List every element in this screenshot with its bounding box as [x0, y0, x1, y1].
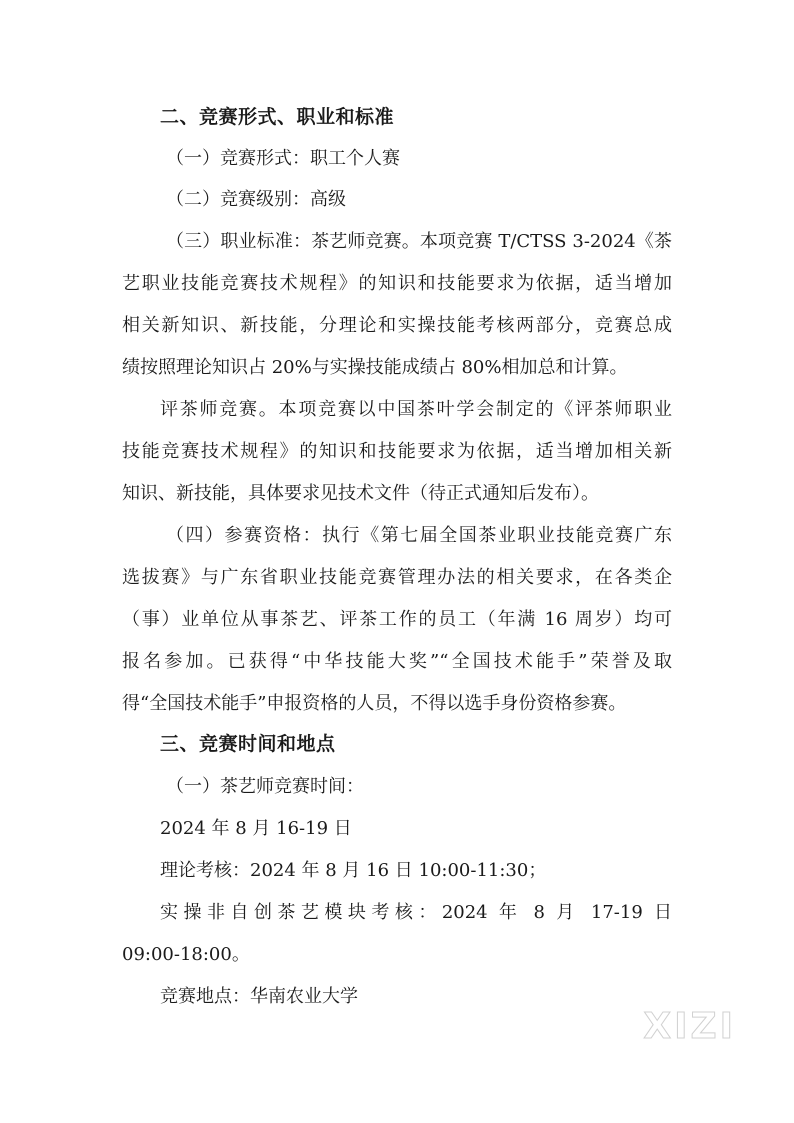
- tea-taster-line-1: 评茶师竞赛。本项竞赛以中国茶叶学会制定的《评茶师职业: [160, 399, 672, 420]
- eligibility-line-3: （事）业单位从事茶艺、评茶工作的员工（年满 16 周岁）均可: [122, 609, 672, 630]
- section-heading-3: 三、竞赛时间和地点: [160, 733, 336, 755]
- theory-exam-time: 理论考核：2024 年 8 月 16 日 10:00-11:30；: [160, 860, 547, 881]
- competition-dates: 2024 年 8 月 16-19 日: [160, 818, 352, 839]
- competition-level: （二）竞赛级别：高级: [166, 189, 346, 210]
- standard-line-3: 相关新知识、新技能，分理论和实操技能考核两部分，竞赛总成: [122, 315, 672, 336]
- standard-line-1: （三）职业标准：茶艺师竞赛。本项竞赛 T/CTSS 3-2024《茶: [166, 231, 672, 252]
- eligibility-line-5: 得“全国技术能手”申报资格的人员，不得以选手身份资格参赛。: [122, 693, 627, 714]
- standard-line-4: 绩按照理论知识占 20%与实操技能成绩占 80%相加总和计算。: [122, 357, 628, 378]
- tea-taster-line-3: 知识、新技能，具体要求见技术文件（待正式通知后发布）。: [122, 483, 599, 504]
- tea-taster-line-2: 技能竞赛技术规程》的知识和技能要求为依据，适当增加相关新: [122, 441, 672, 462]
- eligibility-line-2: 选拔赛》与广东省职业技能竞赛管理办法的相关要求，在各类企: [122, 567, 672, 588]
- competition-format: （一）竞赛形式：职工个人赛: [166, 148, 400, 169]
- eligibility-line-1: （四）参赛资格：执行《第七届全国茶业职业技能竞赛广东: [166, 525, 672, 546]
- standard-line-2: 艺职业技能竞赛技术规程》的知识和技能要求为依据，适当增加: [122, 273, 672, 294]
- practical-exam-hours: 09:00-18:00。: [122, 944, 250, 965]
- practical-exam-time: 实操非自创茶艺模块考核：2024 年 8 月 17-19 日: [160, 902, 672, 923]
- watermark-logo: XIZI: [643, 1006, 736, 1047]
- tea-art-time-label: （一）茶艺师竞赛时间：: [166, 776, 364, 797]
- section-heading-2: 二、竞赛形式、职业和标准: [160, 106, 395, 128]
- competition-venue: 竞赛地点：华南农业大学: [160, 986, 358, 1007]
- eligibility-line-4: 报名参加。已获得“中华技能大奖”“全国技术能手”荣誉及取: [122, 651, 672, 672]
